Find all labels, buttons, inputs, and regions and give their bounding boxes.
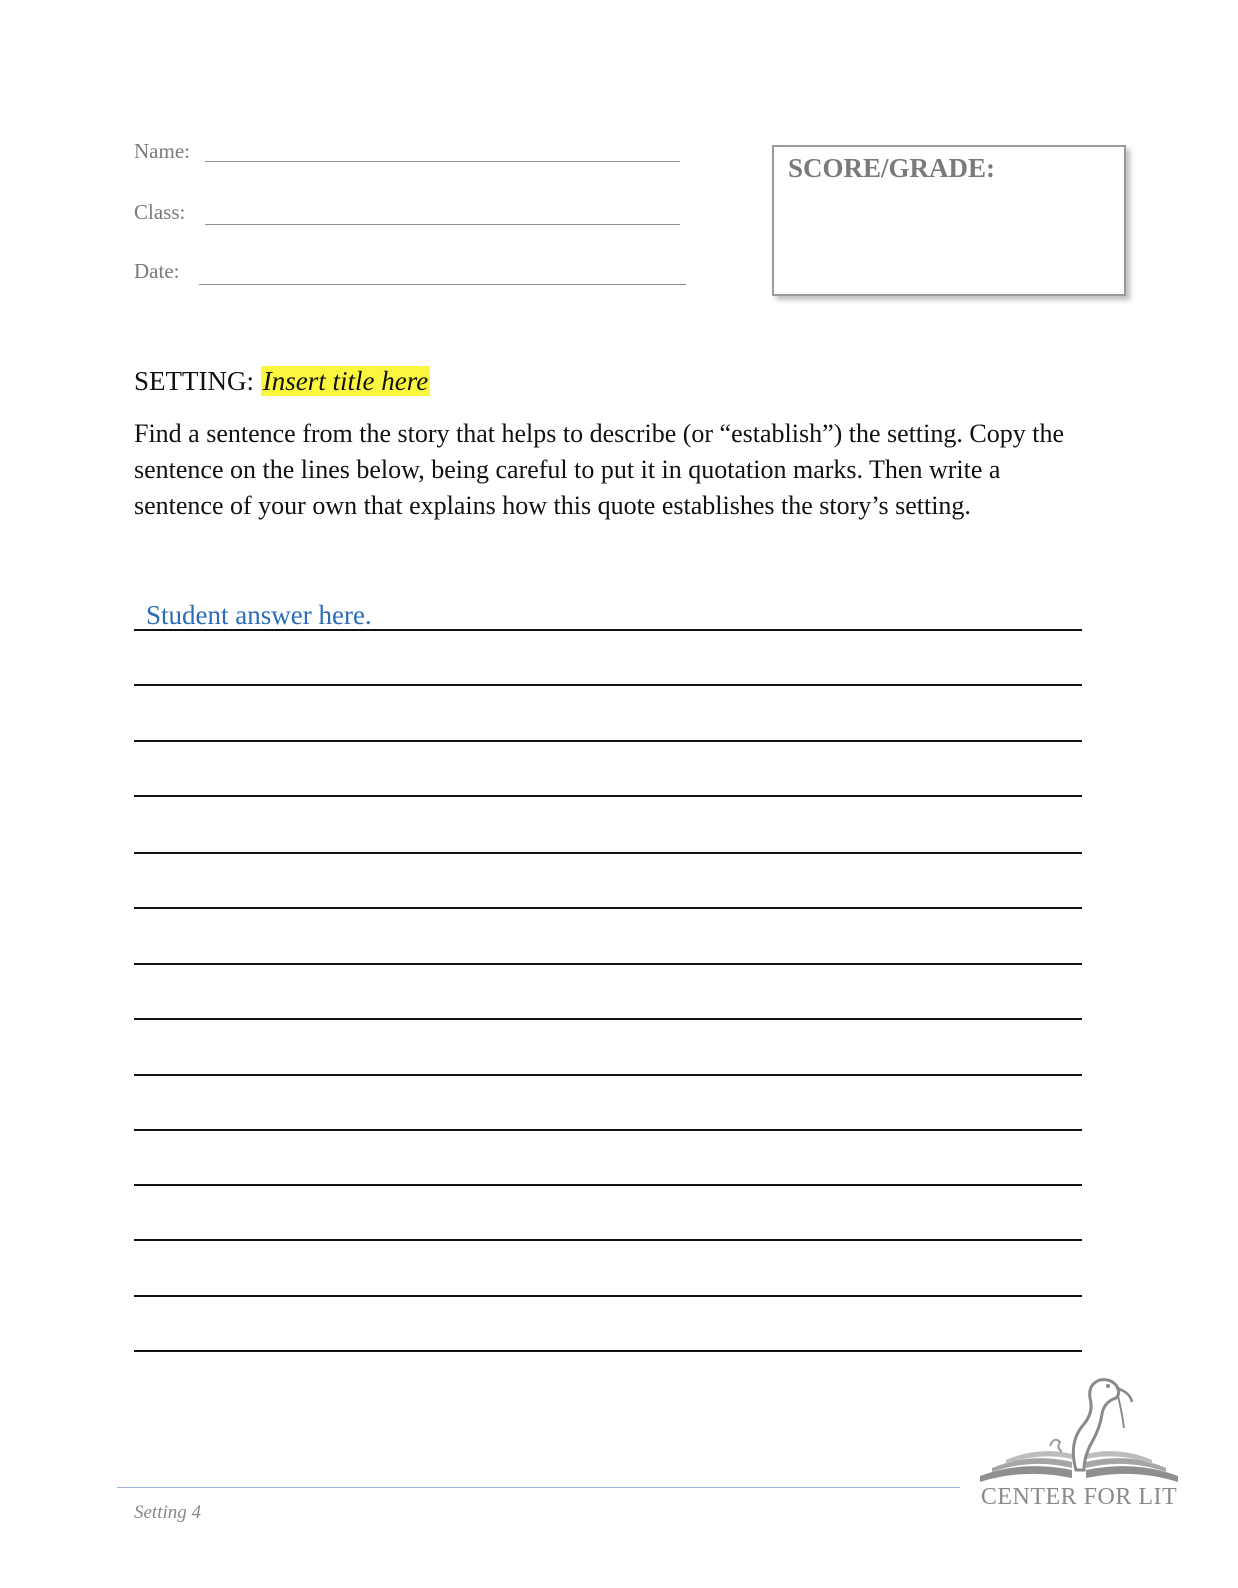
score-grade-box[interactable] [772, 145, 1126, 296]
center-for-lit-logo-text: CENTER FOR LIT [980, 1484, 1178, 1510]
class-label: Class: [134, 200, 186, 224]
setting-label: SETTING: [134, 366, 261, 396]
answer-line[interactable] [134, 963, 1082, 965]
class-field[interactable] [205, 224, 680, 225]
answer-line[interactable] [134, 1018, 1082, 1020]
footer-page-label: Setting 4 [134, 1502, 202, 1523]
setting-heading [134, 366, 430, 397]
student-answer-placeholder[interactable]: Student answer here. [146, 600, 372, 630]
answer-line[interactable] [134, 1350, 1082, 1352]
answer-line[interactable] [134, 1074, 1082, 1076]
answer-line[interactable] [134, 740, 1082, 742]
title-placeholder[interactable]: Insert title here [262, 366, 429, 396]
answer-line[interactable] [134, 1184, 1082, 1186]
answer-line[interactable] [134, 1239, 1082, 1241]
answer-line[interactable] [134, 852, 1082, 854]
answer-line[interactable] [134, 795, 1082, 797]
footer-rule [117, 1487, 960, 1488]
answer-line[interactable] [134, 1129, 1082, 1131]
name-field[interactable] [205, 161, 680, 162]
answer-line[interactable] [134, 684, 1082, 686]
score-grade-label: SCORE/GRADE: [788, 153, 996, 183]
answer-line[interactable] [134, 1295, 1082, 1297]
answer-line[interactable] [134, 629, 1082, 631]
date-label: Date: [134, 259, 180, 283]
answer-line[interactable] [134, 907, 1082, 909]
instructions-paragraph: Find a sentence from the story that helps to describe (or “establish”) the setting. Copy the sentence on the lines below, being careful to put it in quotation marks. Then write a sentence of your own that explains how this quote establishes the story’s setting. [134, 419, 1064, 520]
name-label: Name: [134, 139, 190, 163]
date-field[interactable] [199, 284, 686, 285]
